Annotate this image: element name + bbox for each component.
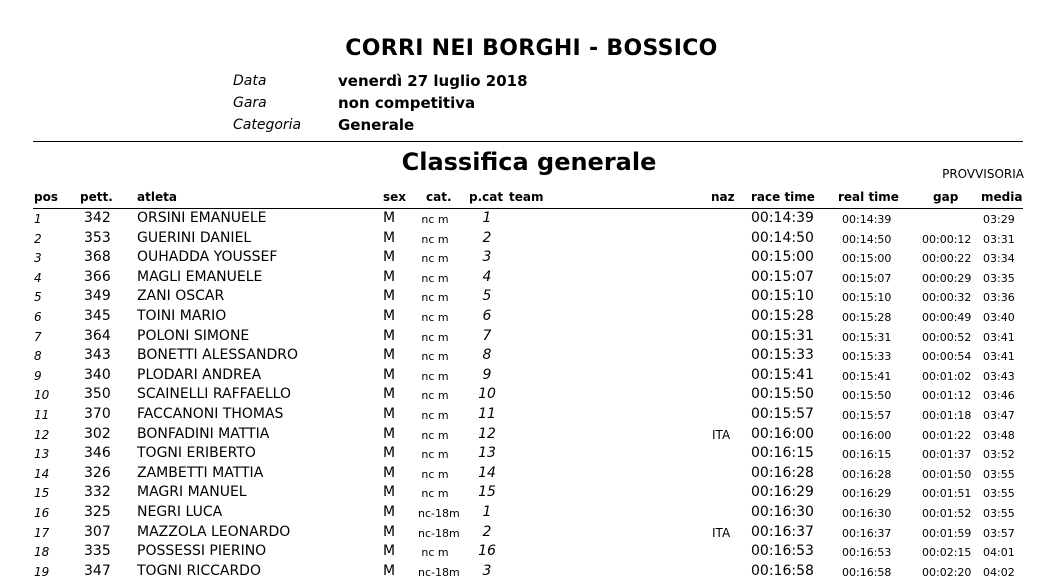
col-gap: gap [933, 190, 959, 204]
cell-pcat: 11 [478, 406, 496, 422]
cell-gap: 00:01:18 [922, 409, 972, 422]
table-row [0, 366, 1058, 386]
cell-gap: 00:01:37 [922, 448, 972, 462]
cell-cat: nc m [421, 232, 449, 246]
cell-pos: 6 [34, 310, 42, 324]
cell-pos: 10 [34, 388, 50, 403]
col-athlete: atleta [137, 190, 177, 204]
table-row [0, 562, 1058, 582]
cell-sex: M [383, 288, 396, 305]
cell-athlete: NEGRI LUCA [137, 504, 223, 520]
table-row [0, 385, 1058, 405]
cell-pcat: 14 [478, 464, 496, 481]
cell-cat: nc m [421, 428, 449, 442]
cell-race: 00:14:39 [751, 210, 814, 226]
cell-pett: 350 [84, 386, 111, 403]
race-title: CORRI NEI BORGHI - BOSSICO [345, 36, 718, 61]
cell-pos: 7 [34, 329, 42, 344]
cell-athlete: ORSINI EMANUELE [137, 210, 267, 226]
cell-gap: 00:00:52 [922, 330, 972, 344]
cell-media: 03:36 [983, 291, 1015, 305]
cell-naz: ITA [712, 525, 731, 540]
cell-athlete: OUHADDA YOUSSEF [137, 249, 278, 266]
cell-athlete: SCAINELLI RAFFAELLO [137, 386, 291, 403]
cell-pos: 8 [34, 349, 42, 364]
cell-race: 00:16:28 [751, 464, 814, 481]
cell-athlete: PLODARI ANDREA [137, 366, 262, 383]
cell-gap: 00:00:22 [922, 252, 972, 266]
cell-sex: M [383, 504, 396, 520]
col-media: media [981, 190, 1023, 204]
meta-value-category: Generale [338, 116, 415, 134]
cell-cat: nc m [421, 213, 449, 226]
cell-pett: 342 [84, 210, 111, 226]
cell-gap: 00:01:51 [922, 487, 972, 501]
cell-real: 00:16:37 [842, 526, 892, 540]
cell-sex: M [383, 210, 396, 226]
cell-race: 00:15:00 [751, 249, 814, 266]
cell-gap: 00:02:20 [922, 565, 972, 579]
col-team: team [509, 190, 544, 204]
cell-cat: nc m [421, 350, 449, 364]
meta-label-race: Gara [233, 95, 267, 111]
cell-cat: nc m [421, 448, 449, 462]
cell-pcat: 12 [478, 425, 496, 442]
cell-pos: 1 [34, 212, 42, 226]
cell-real: 00:15:57 [842, 409, 892, 422]
cell-pos: 18 [34, 545, 50, 560]
cell-pett: 370 [84, 406, 111, 422]
cell-real: 00:14:50 [842, 232, 892, 246]
table-row [0, 542, 1058, 562]
cell-real: 00:15:33 [842, 350, 892, 364]
cell-pcat: 10 [478, 386, 496, 403]
cell-pos: 9 [34, 368, 42, 383]
cell-pett: 325 [84, 504, 111, 520]
table-row [0, 425, 1058, 445]
cell-media: 03:52 [983, 448, 1015, 462]
cell-pos: 11 [34, 408, 50, 422]
cell-sex: M [383, 229, 396, 246]
cell-gap: 00:00:49 [922, 311, 972, 324]
col-pett: pett. [80, 190, 113, 204]
cell-pett: 332 [84, 484, 111, 501]
cell-race: 00:15:07 [751, 268, 814, 285]
cell-real: 00:16:00 [842, 428, 892, 442]
cell-media: 03:34 [983, 252, 1015, 266]
cell-race: 00:16:58 [751, 562, 814, 579]
cell-real: 00:16:58 [842, 565, 892, 579]
cell-gap: 00:01:12 [922, 389, 972, 403]
cell-gap: 00:00:32 [922, 291, 972, 305]
cell-cat: nc-18m [418, 507, 460, 520]
cell-cat: nc m [421, 546, 449, 560]
cell-athlete: TOGNI ERIBERTO [137, 445, 256, 462]
meta-label-category: Categoria [233, 117, 302, 133]
cell-cat: nc m [421, 467, 449, 481]
cell-pos: 19 [34, 564, 50, 579]
cell-race: 00:15:31 [751, 327, 814, 344]
cell-real: 00:16:29 [842, 487, 892, 501]
cell-pos: 14 [34, 466, 50, 481]
cell-pos: 4 [34, 270, 42, 285]
cell-media: 03:57 [983, 526, 1015, 540]
table-row [0, 346, 1058, 366]
cell-cat: nc-18m [418, 526, 460, 540]
cell-race: 00:16:53 [751, 543, 814, 560]
cell-gap: 00:00:12 [922, 232, 972, 246]
cell-real: 00:15:07 [842, 271, 892, 285]
cell-sex: M [383, 425, 396, 442]
cell-race: 00:15:33 [751, 347, 814, 364]
cell-media: 03:43 [983, 369, 1015, 383]
cell-gap: 00:01:52 [922, 507, 972, 520]
cell-cat: nc m [421, 271, 449, 285]
meta-value-race: non competitiva [338, 94, 476, 112]
cell-pcat: 1 [482, 504, 492, 520]
col-race-time: race time [751, 190, 815, 204]
cell-media: 03:55 [983, 487, 1015, 501]
cell-real: 00:15:10 [842, 291, 892, 305]
cell-real: 00:16:53 [842, 546, 892, 560]
cell-media: 03:41 [983, 330, 1015, 344]
cell-pett: 347 [84, 562, 111, 579]
cell-cat: nc m [421, 252, 449, 266]
page-subtitle: Classifica generale [401, 148, 657, 176]
cell-pett: 346 [84, 445, 111, 462]
cell-sex: M [383, 386, 396, 403]
cell-pett: 353 [84, 229, 111, 246]
cell-sex: M [383, 445, 396, 462]
cell-athlete: BONETTI ALESSANDRO [137, 347, 298, 364]
cell-real: 00:16:30 [842, 507, 892, 520]
cell-athlete: FACCANONI THOMAS [137, 406, 284, 422]
cell-media: 03:55 [983, 467, 1015, 481]
cell-cat: nc m [421, 389, 449, 403]
col-cat: cat. [426, 190, 452, 204]
cell-pcat: 5 [482, 288, 492, 305]
cell-race: 00:16:30 [751, 504, 814, 520]
col-sex: sex [383, 190, 407, 204]
col-real-time: real time [838, 190, 899, 204]
cell-media: 03:47 [983, 409, 1015, 422]
cell-sex: M [383, 562, 396, 579]
table-row [0, 307, 1058, 327]
cell-real: 00:16:15 [842, 448, 892, 462]
cell-sex: M [383, 406, 396, 422]
cell-race: 00:14:50 [751, 229, 814, 246]
cell-real: 00:15:50 [842, 389, 892, 403]
cell-sex: M [383, 464, 396, 481]
cell-cat: nc m [421, 311, 449, 324]
top-divider [33, 141, 1023, 142]
cell-cat: nc m [421, 487, 449, 501]
cell-sex: M [383, 543, 396, 560]
cell-sex: M [383, 347, 396, 364]
cell-gap: 00:01:02 [922, 369, 972, 383]
cell-sex: M [383, 327, 396, 344]
cell-pos: 17 [34, 525, 50, 540]
cell-media: 03:40 [983, 311, 1015, 324]
cell-sex: M [383, 366, 396, 383]
cell-real: 00:14:39 [842, 213, 892, 226]
cell-athlete: MAGRI MANUEL [137, 484, 247, 501]
table-row [0, 287, 1058, 307]
col-naz: naz [711, 190, 735, 204]
cell-gap: 00:00:29 [922, 271, 972, 285]
meta-label-date: Data [233, 73, 267, 89]
cell-cat: nc m [421, 291, 449, 305]
cell-pcat: 6 [482, 308, 492, 324]
cell-pos: 3 [34, 251, 42, 266]
cell-pcat: 2 [482, 229, 492, 246]
cell-sex: M [383, 249, 396, 266]
cell-cat: nc m [421, 409, 449, 422]
cell-race: 00:15:57 [751, 406, 814, 422]
cell-sex: M [383, 484, 396, 501]
cell-race: 00:16:00 [751, 425, 814, 442]
cell-pcat: 2 [482, 523, 492, 540]
cell-pett: 326 [84, 464, 111, 481]
cell-gap: 00:01:59 [922, 526, 972, 540]
table-row [0, 444, 1058, 464]
cell-race: 00:15:41 [751, 366, 814, 383]
cell-media: 03:35 [983, 271, 1015, 285]
cell-race: 00:15:10 [751, 288, 814, 305]
cell-pcat: 7 [482, 327, 492, 344]
cell-real: 00:16:28 [842, 467, 892, 481]
cell-pos: 16 [34, 506, 50, 520]
cell-pett: 368 [84, 249, 111, 266]
cell-pcat: 8 [482, 347, 492, 364]
cell-real: 00:15:31 [842, 330, 892, 344]
cell-media: 04:01 [983, 546, 1015, 560]
cell-athlete: TOGNI RICCARDO [137, 562, 261, 579]
table-row [0, 503, 1058, 523]
cell-athlete: POLONI SIMONE [137, 327, 250, 344]
cell-gap: 00:01:50 [922, 467, 972, 481]
table-row [0, 523, 1058, 543]
cell-cat: nc m [421, 330, 449, 344]
cell-pcat: 15 [478, 484, 496, 501]
cell-sex: M [383, 268, 396, 285]
table-row [0, 464, 1058, 484]
cell-gap: 00:00:54 [922, 350, 972, 364]
cell-media: 03:55 [983, 507, 1015, 520]
cell-race: 00:15:28 [751, 308, 814, 324]
cell-race: 00:16:37 [751, 523, 814, 540]
cell-gap: 00:02:15 [922, 546, 972, 560]
table-row [0, 268, 1058, 288]
cell-real: 00:15:00 [842, 252, 892, 266]
cell-pcat: 3 [482, 562, 492, 579]
cell-pett: 340 [84, 366, 111, 383]
cell-pcat: 13 [478, 445, 496, 462]
cell-athlete: BONFADINI MATTIA [137, 425, 270, 442]
cell-pos: 2 [34, 231, 42, 246]
cell-pos: 13 [34, 447, 50, 462]
cell-athlete: TOINI MARIO [137, 308, 227, 324]
cell-athlete: POSSESSI PIERINO [137, 543, 267, 560]
cell-pcat: 1 [482, 210, 492, 226]
cell-pett: 307 [84, 523, 111, 540]
table-row [0, 483, 1058, 503]
cell-race: 00:16:29 [751, 484, 814, 501]
cell-real: 00:15:28 [842, 311, 892, 324]
cell-gap: 00:01:22 [922, 428, 972, 442]
cell-pett: 345 [84, 308, 111, 324]
cell-media: 03:48 [983, 428, 1015, 442]
cell-athlete: ZANI OSCAR [137, 288, 225, 305]
meta-value-date: venerdì 27 luglio 2018 [338, 72, 528, 90]
cell-media: 03:41 [983, 350, 1015, 364]
table-row [0, 209, 1058, 229]
cell-pcat: 4 [482, 268, 492, 285]
cell-pos: 12 [34, 427, 50, 442]
table-row [0, 248, 1058, 268]
table-row [0, 229, 1058, 249]
cell-race: 00:16:15 [751, 445, 814, 462]
cell-media: 03:46 [983, 389, 1015, 403]
cell-pcat: 16 [478, 543, 496, 560]
cell-sex: M [383, 308, 396, 324]
cell-pcat: 9 [482, 366, 492, 383]
cell-race: 00:15:50 [751, 386, 814, 403]
col-pos: pos [34, 190, 58, 204]
cell-pett: 366 [84, 268, 111, 285]
cell-pos: 5 [34, 290, 42, 305]
cell-pos: 15 [34, 486, 50, 501]
cell-athlete: GUERINI DANIEL [137, 229, 252, 246]
table-row [0, 327, 1058, 347]
cell-cat: nc-18m [418, 565, 460, 579]
status-label: PROVVISORIA [942, 167, 1024, 181]
cell-athlete: MAGLI EMANUELE [137, 268, 263, 285]
cell-media: 03:29 [983, 213, 1015, 226]
cell-real: 00:15:41 [842, 369, 892, 383]
cell-athlete: ZAMBETTI MATTIA [137, 464, 264, 481]
cell-naz: ITA [712, 427, 731, 442]
cell-media: 03:31 [983, 232, 1015, 246]
cell-pett: 364 [84, 327, 111, 344]
cell-cat: nc m [421, 369, 449, 383]
cell-athlete: MAZZOLA LEONARDO [137, 523, 291, 540]
table-row [0, 405, 1058, 425]
col-pcat: p.cat [469, 190, 504, 204]
cell-media: 04:02 [983, 565, 1015, 579]
cell-sex: M [383, 523, 396, 540]
cell-pett: 343 [84, 347, 111, 364]
cell-pett: 302 [84, 425, 111, 442]
cell-pett: 335 [84, 543, 111, 560]
cell-pcat: 3 [482, 249, 492, 266]
cell-pett: 349 [84, 288, 111, 305]
